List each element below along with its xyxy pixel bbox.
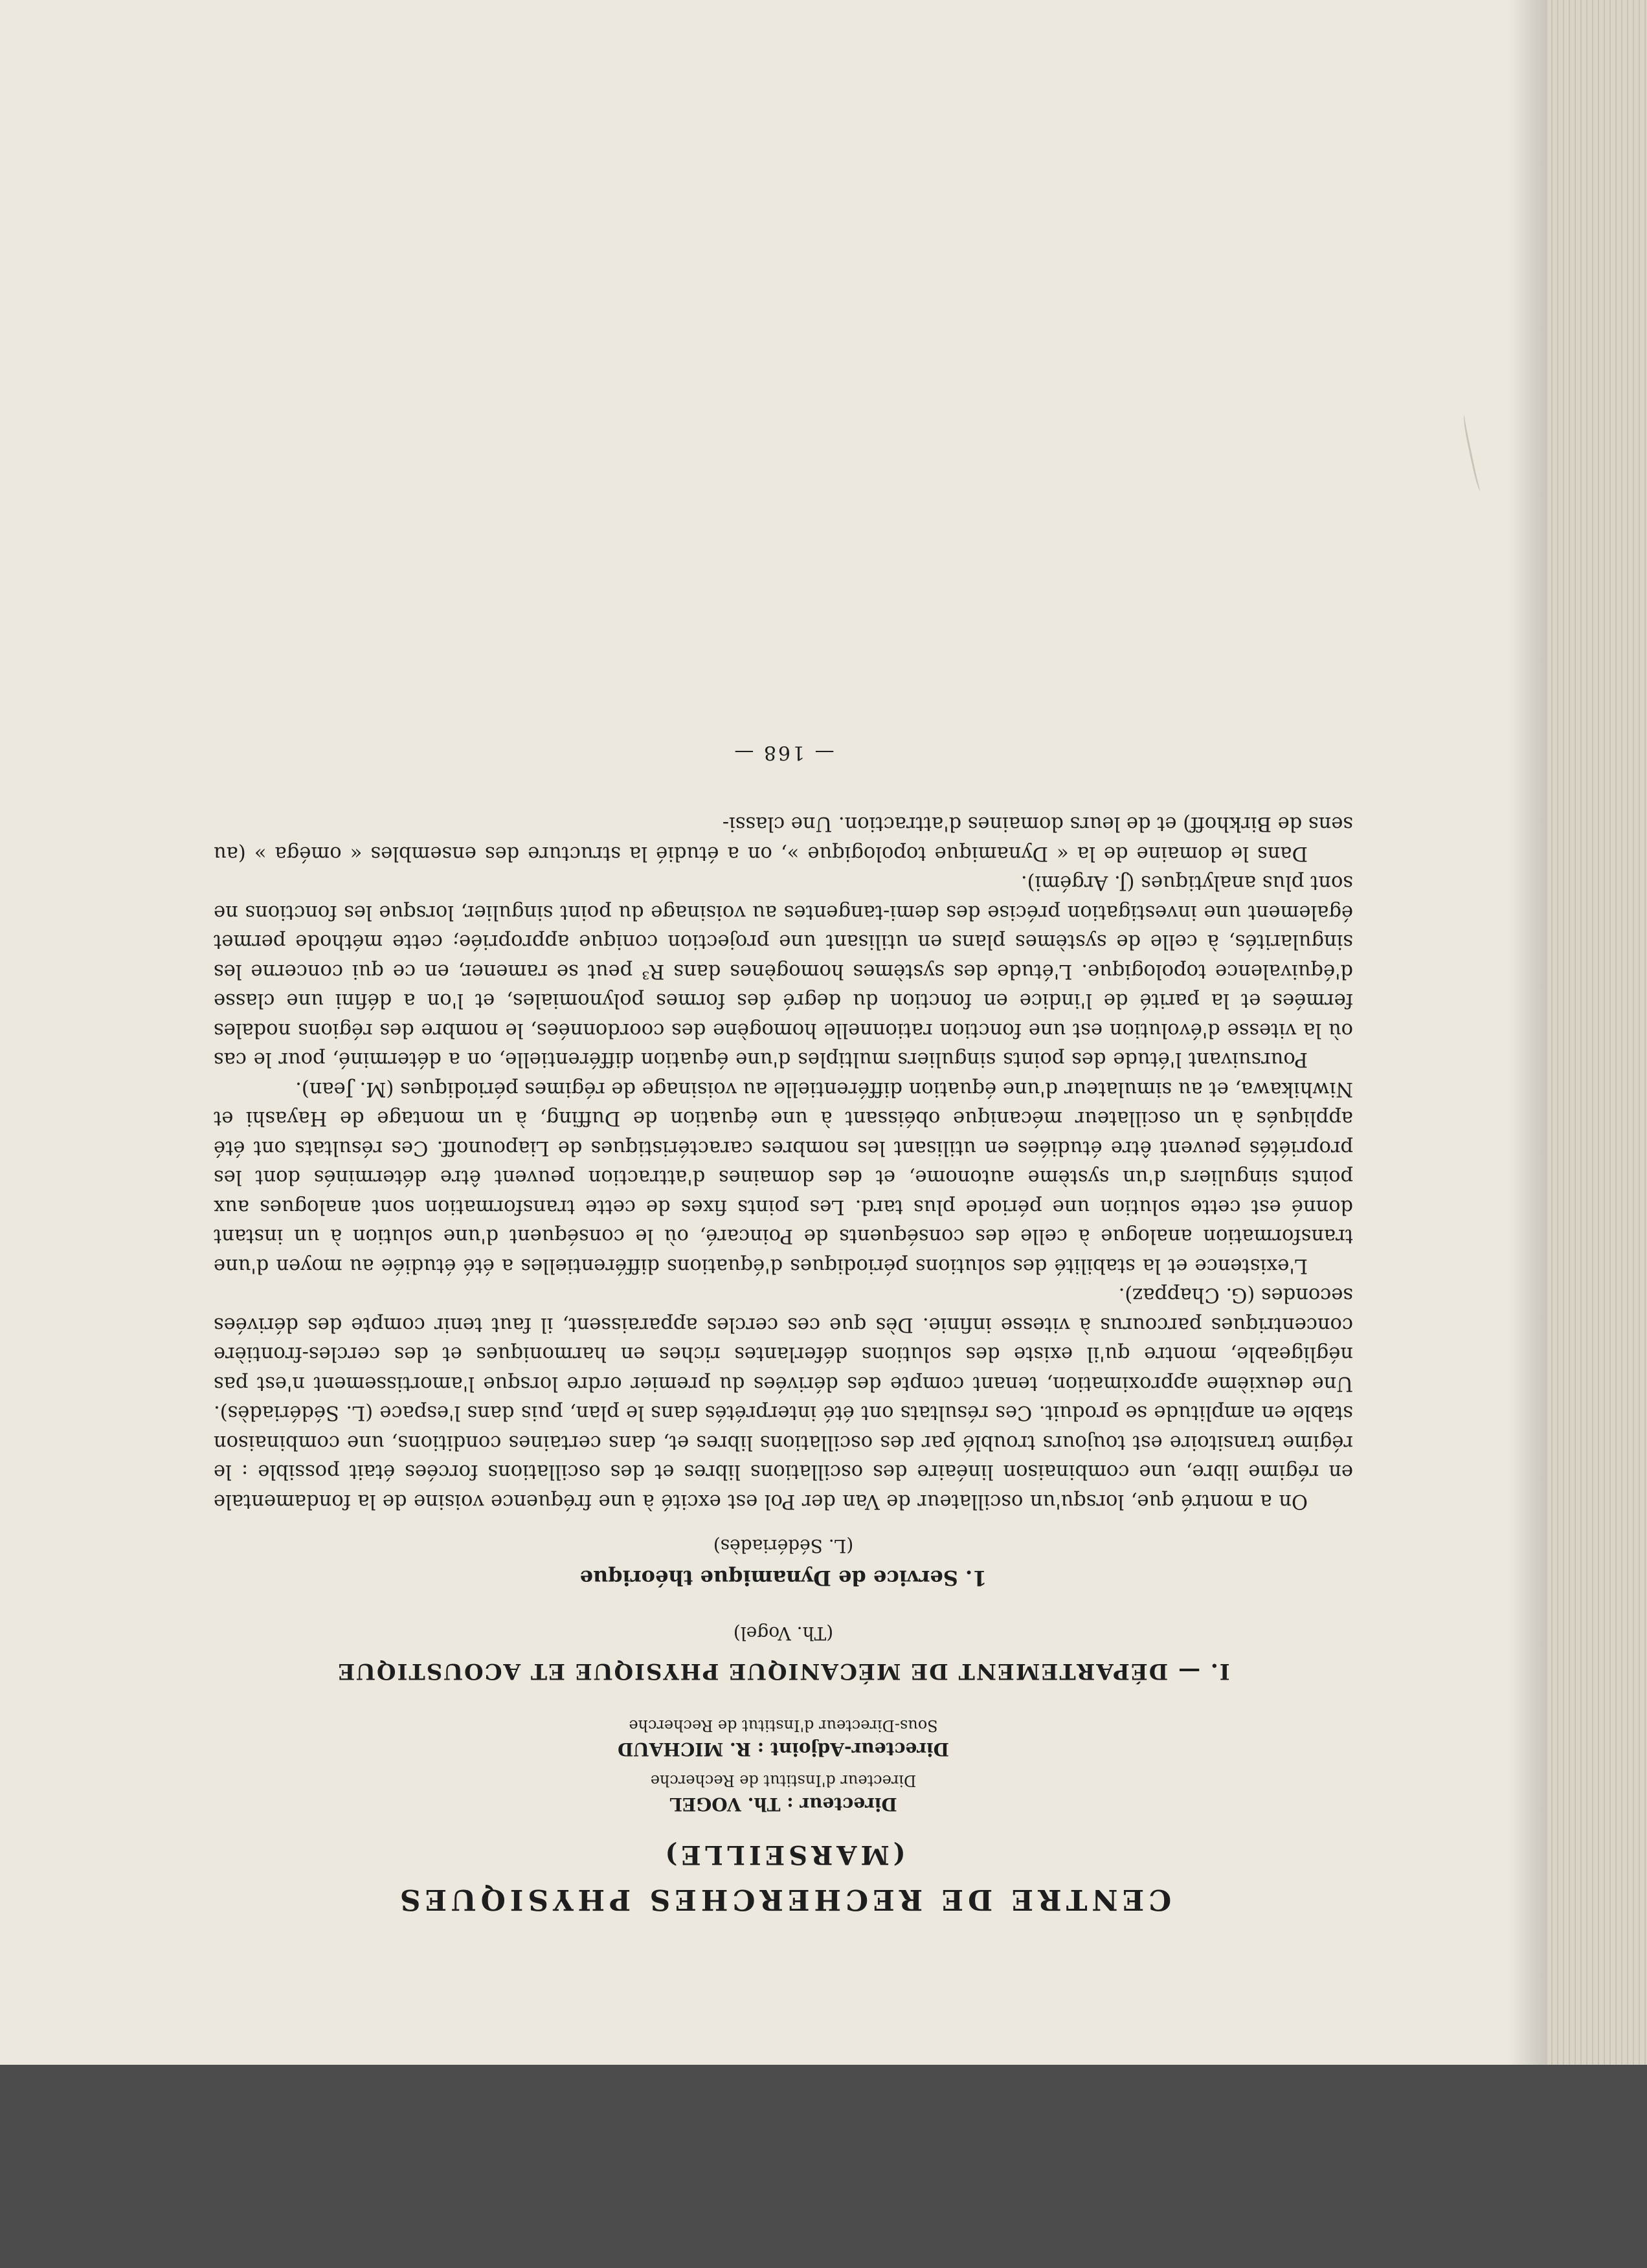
- page-text-block: [214, 65, 1353, 1916]
- deputy-label: Directeur-Adjoint : R. MICHAUD: [618, 1739, 949, 1760]
- department-head: (Th. Vogel): [733, 1623, 834, 1644]
- scanner-background: [0, 2065, 1647, 2268]
- page-number: — 168 —: [732, 741, 835, 764]
- director-rank: Directeur d'Institut de Recherche: [650, 1772, 917, 1790]
- paragraph-singular-points: Poursuivant l'étude des points singuliers multiples d'une équation différentielle, on a déterminé, pour le cas où la vitesse d'évolution est une fonction rationnelle homogène des coordonnées, le nombre des régions nodales fermées et la parité de l'indice en fonction du degré des formes polynomiales, et l'on a défini une classe d'équivalence topologique. L'étude des systèmes homogènes dans R³ peut se ramener, en ce qui concerne les singularités, à celle de systèmes plans en utilisant une projection conique appropriée; cette méthode permet également une investigation précise des demi-tangentes au voisinage du point singulier, lorsque les fonctions ne sont plus analytiques (J. Argémi).: [214, 871, 1353, 1071]
- director-label: Directeur : Th. VOGEL: [669, 1794, 897, 1815]
- deputy-rank: Sous-Directeur d'Institut de Recherche: [629, 1717, 938, 1735]
- paragraph-van-der-pol: On a montré que, lorsqu'un oscillateur de Van der Pol est excité à une fréquence voisine de la fondamentale en régime libre, une combinaison linéaire des oscillations libres et des oscillations forcées était possible : le régime transitoire est toujours troublé par des oscillations libres et, dans certaines conditions, une combinaison stable en amplitude se produit. Ces résultats ont été interprétés dans le plan, puis dans l'espace (L. Sédériadès). Une deuxième approximation, tenant compte des dérivées du premier ordre lorsque l'amortissement n'est pas négligeable, montre qu'il existe des solutions déferlantes riches en harmoniques et des cercles-frontière concentriques parcourus à vitesse infinie. Dès que ces cercles apparaissent, il faut tenir compte des dérivées secondes (G. Chappaz).: [214, 1284, 1353, 1513]
- pencil-mark: [1462, 414, 1485, 492]
- centre-city: (MARSEILLE): [661, 1840, 906, 1870]
- paragraph-periodic-solutions: L'existence et la stabilité des solutions périodiques d'équations différentielles a été étudiée au moyen d'une transformation analogue à celle des conséquents de Poincaré, où le conséquent d'une solution à un instant donné est cette solution une période plus tard. Les points fixes de cette transformation sont analogues aux points singuliers d'un système autonome, et des domaines d'attraction peuvent être déterminés dont les propriétés peuvent être étudiées en utilisant les nombres caractéristiques de Liapounoff. Ces résultats ont été appliqués à un oscillateur mécanique obéissant à une équation de Duffing, à un montage de Hayashi et Niwhikawa, et au simulateur d'une équation différentielle au voisinage de régimes périodiques (M. Jean).: [214, 1078, 1353, 1277]
- centre-title: CENTRE DE RECHERCHES PHYSIQUES: [395, 1883, 1172, 1916]
- paragraph-topological-dynamics: Dans le domaine de la « Dynamique topologique », on a étudié la structure des ensembles « oméga » (au sens de Birkhoff) et de leurs domaines d'attraction. Une classi-: [214, 812, 1353, 865]
- service-author: (L. Sédériadès): [713, 1535, 854, 1557]
- department-title: I. — DÉPARTEMENT DE MÉCANIQUE PHYSIQUE ET ACOUSTIQUE: [337, 1658, 1230, 1684]
- book-page-edges: [1547, 0, 1647, 2065]
- service-title: 1. Service de Dynamique théorique: [579, 1566, 987, 1590]
